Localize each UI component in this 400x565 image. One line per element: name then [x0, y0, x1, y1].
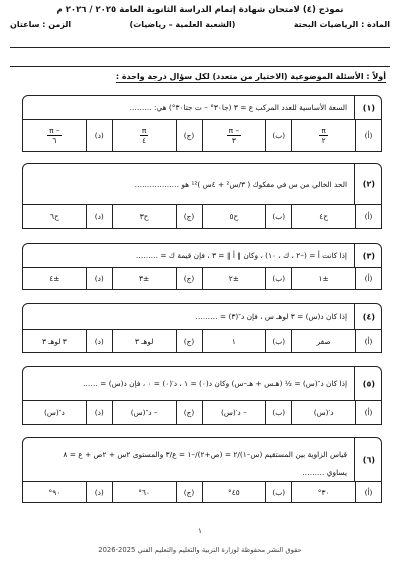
- exam-header: [10, 4, 390, 66]
- option-value-b[interactable]: ح٥: [202, 205, 266, 228]
- question-text: إذا كان د(س) = ٣ لوهـ س ، فإن د″(٣) = ………: [195, 312, 347, 321]
- option-letter-b[interactable]: (ب): [265, 482, 291, 502]
- question-text-continued: يساوي ………: [302, 468, 347, 477]
- options-row: [22, 330, 382, 353]
- time-label: الزمن : ساعتان: [10, 20, 72, 29]
- question-text: الحد الخالي من س في مفكوك ( ٣/س² + ٤س )¹² هو ………………: [134, 180, 347, 189]
- option-value-d[interactable]: ٣ لوهـ ٣: [41, 336, 67, 346]
- option-value-d[interactable]: ٩٠°: [48, 487, 61, 497]
- option-value-c[interactable]: ح٣: [112, 205, 176, 228]
- options-row: [22, 401, 382, 425]
- option-value-c[interactable]: $\frac{\pi}{٤}$: [112, 120, 176, 151]
- option-letter-d[interactable]: (د): [86, 268, 112, 289]
- option-letter-d[interactable]: (د): [86, 120, 112, 151]
- option-letter-d[interactable]: (د): [86, 482, 112, 502]
- option-letter-d[interactable]: (د): [86, 401, 112, 424]
- question-stem: [22, 163, 382, 205]
- option-value-b[interactable]: – د′(س): [202, 401, 266, 424]
- question-text: قياس الزاوية بين المستقيم (س–١)/٢ = (ص+٢)/–١ = ع/٣ والمستوى ٢س + ٢ص + ع = ٨: [63, 450, 347, 459]
- question-text: إذا كان د″(س) = ½ (هـس + هـ–س) وكان د(٠) = ١ ، د′(٠) = ٠ ، فإن د(س) = ……: [83, 379, 347, 388]
- question-number: (٦): [362, 455, 375, 464]
- option-letter-c[interactable]: (ج): [176, 401, 202, 424]
- option-letter-a[interactable]: (أ): [355, 401, 381, 424]
- option-letter-a[interactable]: (أ): [355, 482, 381, 502]
- option-value-c[interactable]: لوهـ ٣: [112, 330, 176, 352]
- copyright-note: حقوق النشر محفوظة لوزارة التربية والتعليم والتعليم الفني 2025-2026: [98, 546, 302, 554]
- option-letter-b[interactable]: (ب): [265, 268, 291, 289]
- option-value-d[interactable]: $\frac{- \pi}{٦}$: [49, 126, 60, 145]
- option-letter-c[interactable]: (ج): [176, 330, 202, 352]
- option-letter-c[interactable]: (ج): [176, 120, 202, 151]
- header-info-row: [10, 19, 390, 31]
- option-letter-d[interactable]: (د): [86, 330, 112, 352]
- options-row: [22, 482, 382, 503]
- option-letter-b[interactable]: (ب): [265, 330, 291, 352]
- question-stem: [22, 243, 382, 268]
- option-letter-d[interactable]: (د): [86, 205, 112, 228]
- option-value-a[interactable]: ±١: [291, 268, 355, 289]
- option-value-c[interactable]: – د″(س): [112, 401, 176, 424]
- option-value-b[interactable]: ٤٥°: [202, 482, 266, 502]
- question-text: إذا كانت أ = (–٢ ، ك ، ١٠) ، وكان ‖ أ ‖ = ٣ ، فإن قيمة ك = ………: [135, 251, 347, 260]
- option-letter-a[interactable]: (أ): [355, 330, 381, 352]
- option-letter-a[interactable]: (أ): [355, 205, 381, 228]
- option-value-d[interactable]: د″(س): [43, 408, 65, 417]
- option-value-c[interactable]: ٦٠°: [112, 482, 176, 502]
- question-number-divider: [354, 438, 355, 481]
- option-letter-a[interactable]: (أ): [355, 120, 381, 151]
- header-divider-bottom: [10, 66, 390, 67]
- option-value-c[interactable]: ±٣: [112, 268, 176, 289]
- header-divider-top: [10, 47, 390, 48]
- question-stem: [22, 437, 382, 482]
- option-value-d[interactable]: ح٦: [50, 212, 59, 221]
- option-value-a[interactable]: $\frac{\pi}{٢}$: [291, 120, 355, 151]
- option-value-a[interactable]: د′(س): [291, 401, 355, 424]
- option-letter-b[interactable]: (ب): [265, 120, 291, 151]
- section-title: أولاً : الأسئلة الموضوعية (الاختيار من متعدد) لكل سؤال درجة واحدة :: [115, 72, 386, 81]
- option-value-b[interactable]: ١: [202, 330, 266, 352]
- question-stem: [22, 366, 382, 401]
- options-row: [22, 205, 382, 229]
- question-number: (١): [362, 103, 375, 112]
- option-letter-c[interactable]: (ج): [176, 268, 202, 289]
- options-row: [22, 120, 382, 152]
- question-stem: [22, 95, 382, 120]
- question-number: (٢): [362, 179, 375, 189]
- option-value-a[interactable]: صفر: [291, 330, 355, 352]
- option-value-b[interactable]: $\frac{- \pi}{٣}$: [202, 120, 266, 151]
- option-letter-b[interactable]: (ب): [265, 205, 291, 228]
- option-value-b[interactable]: ±٢: [202, 268, 266, 289]
- question-number-divider: [354, 164, 355, 204]
- page-number: ١: [198, 527, 202, 535]
- option-value-d[interactable]: ±٤: [49, 274, 60, 283]
- question-number-divider: [354, 304, 355, 329]
- option-value-a[interactable]: ح٤: [291, 205, 355, 228]
- branch-label: (الشعبة العلمية – رياضيات): [129, 20, 236, 29]
- option-letter-b[interactable]: (ب): [265, 401, 291, 424]
- exam-title: نموذج (٤) لامتحان شهادة إتمام الدراسة الثانوية العامة ٢٠٢٥ / ٢٠٢٦ م: [56, 5, 344, 15]
- question-number: (٣): [362, 251, 375, 260]
- question-number: (٤): [362, 312, 375, 321]
- subject-label: المادة : الرياضيات البحتة: [293, 20, 390, 29]
- question-stem: [22, 303, 382, 330]
- question-number-divider: [354, 367, 355, 400]
- question-text: السعة الأساسية للعدد المركب ع = ٣ (جا٣٠° – ت جتا٣٠°) هي: ………: [129, 103, 347, 112]
- option-letter-c[interactable]: (ج): [176, 205, 202, 228]
- option-letter-a[interactable]: (أ): [355, 268, 381, 289]
- options-row: [22, 268, 382, 290]
- question-number-divider: [354, 244, 355, 267]
- question-number: (٥): [362, 379, 375, 388]
- option-letter-c[interactable]: (ج): [176, 482, 202, 502]
- question-number-divider: [354, 96, 355, 119]
- option-value-a[interactable]: ٣٠°: [291, 482, 355, 502]
